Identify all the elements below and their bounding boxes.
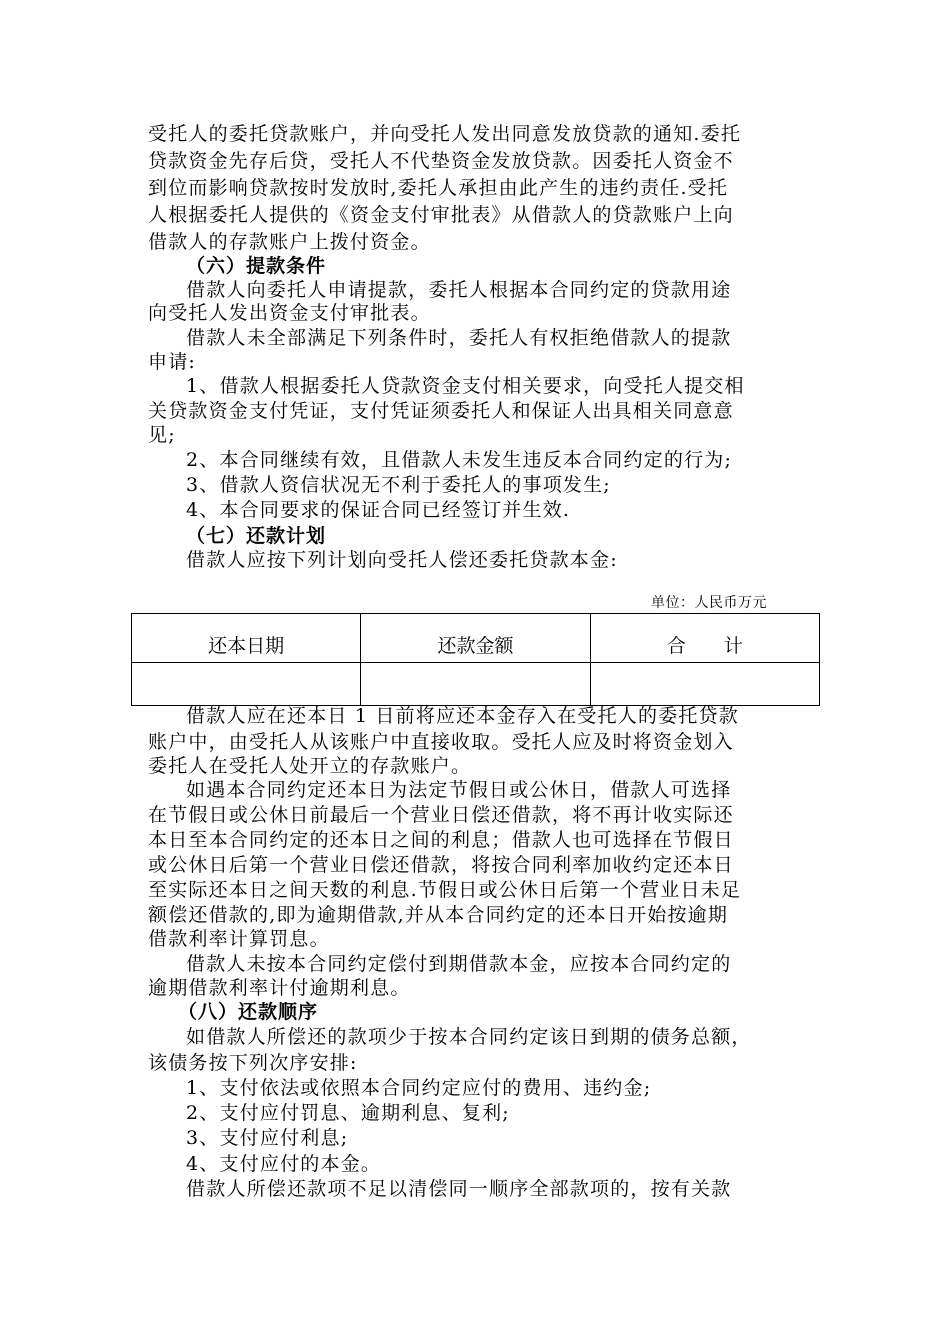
- section-heading-8: （八）还款顺序: [178, 1001, 319, 1023]
- order-item: 4、支付应付的本金。: [186, 1153, 382, 1175]
- paragraph-line: 额偿还借款的,即为逾期借款,并从本合同约定的还本日开始按逾期: [148, 904, 729, 926]
- condition-item: 2、本合同继续有效，且借款人未发生违反本合同约定的行为;: [186, 449, 733, 471]
- paragraph-line: 借款人的存款账户上拨付资金。: [148, 231, 431, 253]
- paragraph-line: 申请:: [148, 351, 197, 373]
- table-header-cell: 还本日期: [132, 614, 361, 663]
- table-header-cell: 还款金额: [361, 614, 590, 663]
- paragraph-line: 见;: [148, 424, 176, 446]
- paragraph-line: 如遇本合同约定还本日为法定节假日或公休日，借款人可选择: [186, 779, 732, 801]
- repayment-schedule-table: [131, 613, 820, 706]
- table-header-row: [132, 614, 820, 663]
- paragraph-line: 贷款资金先存后贷，受托人不代垫资金发放贷款。因委托人资金不: [148, 150, 734, 172]
- paragraph-line: 借款人应在还本日 1 日前将应还本金存入在受托人的委托贷款: [186, 705, 739, 727]
- paragraph-line: 账户中，由受托人从该账户中直接收取。受托人应及时将资金划入: [148, 731, 734, 753]
- table-cell: [361, 663, 590, 706]
- paragraph-line: 或公休日后第一个营业日偿还借款，将按合同利率加收约定还本日: [148, 854, 734, 876]
- paragraph-line: 借款人所偿还款项不足以清偿同一顺序全部款项的，按有关款: [186, 1178, 732, 1200]
- paragraph-line: 到位而影响贷款按时发放时,委托人承担由此产生的违约责任.受托: [148, 177, 729, 199]
- paragraph-line: 借款人向委托人申请提款，委托人根据本合同约定的贷款用途: [186, 279, 732, 301]
- paragraph-line: 借款人应按下列计划向受托人偿还委托贷款本金:: [186, 549, 618, 571]
- table-header-cell: 合 计: [590, 614, 819, 663]
- order-item: 2、支付应付罚息、逾期利息、复利;: [186, 1102, 510, 1124]
- table-cell: [590, 663, 819, 706]
- section-heading-7: （七）还款计划: [186, 525, 327, 547]
- condition-item: 4、本合同要求的保证合同已经签订并生效.: [186, 499, 571, 521]
- paragraph-line: 在节假日或公休日前最后一个营业日偿还借款，将不再计收实际还: [148, 804, 734, 826]
- paragraph-line: 如借款人所偿还的款项少于按本合同约定该日到期的债务总额，: [186, 1026, 752, 1048]
- condition-item: 1、借款人根据委托人贷款资金支付相关要求，向受托人提交相: [186, 375, 745, 397]
- paragraph-line: 本日至本合同约定的还本日之间的利息；借款人也可选择在节假日: [148, 829, 734, 851]
- condition-item: 3、借款人资信状况无不利于委托人的事项发生;: [186, 474, 611, 496]
- paragraph-line: 向受托人发出资金支付审批表。: [148, 302, 431, 324]
- paragraph-line: 该债务按下列次序安排:: [148, 1052, 358, 1074]
- order-item: 3、支付应付利息;: [186, 1127, 349, 1149]
- paragraph-line: 委托人在受托人处开立的存款账户。: [148, 755, 472, 777]
- section-heading-6: （六）提款条件: [186, 255, 327, 277]
- paragraph-line: 关贷款资金支付凭证，支付凭证须委托人和保证人出具相关同意意: [148, 400, 734, 422]
- paragraph-line: 至实际还本日之间天数的利息.节假日或公休日后第一个营业日未足: [148, 879, 742, 901]
- paragraph-line: 借款人未按本合同约定偿付到期借款本金，应按本合同约定的: [186, 953, 732, 975]
- unit-label: 单位：人民币万元: [651, 595, 767, 611]
- order-item: 1、支付依法或依照本合同约定应付的费用、违约金;: [186, 1077, 652, 1099]
- table-cell: [132, 663, 361, 706]
- paragraph-line: 借款人未全部满足下列条件时，委托人有权拒绝借款人的提款: [186, 327, 732, 349]
- paragraph-line: 人根据委托人提供的《资金支付审批表》从借款人的贷款账户上向: [148, 204, 734, 226]
- table-row: [132, 663, 820, 706]
- paragraph-line: 受托人的委托贷款账户，并向受托人发出同意发放贷款的通知.委托: [148, 123, 742, 145]
- paragraph-line: 借款利率计算罚息。: [148, 928, 330, 950]
- paragraph-line: 逾期借款利率计付逾期利息。: [148, 977, 411, 999]
